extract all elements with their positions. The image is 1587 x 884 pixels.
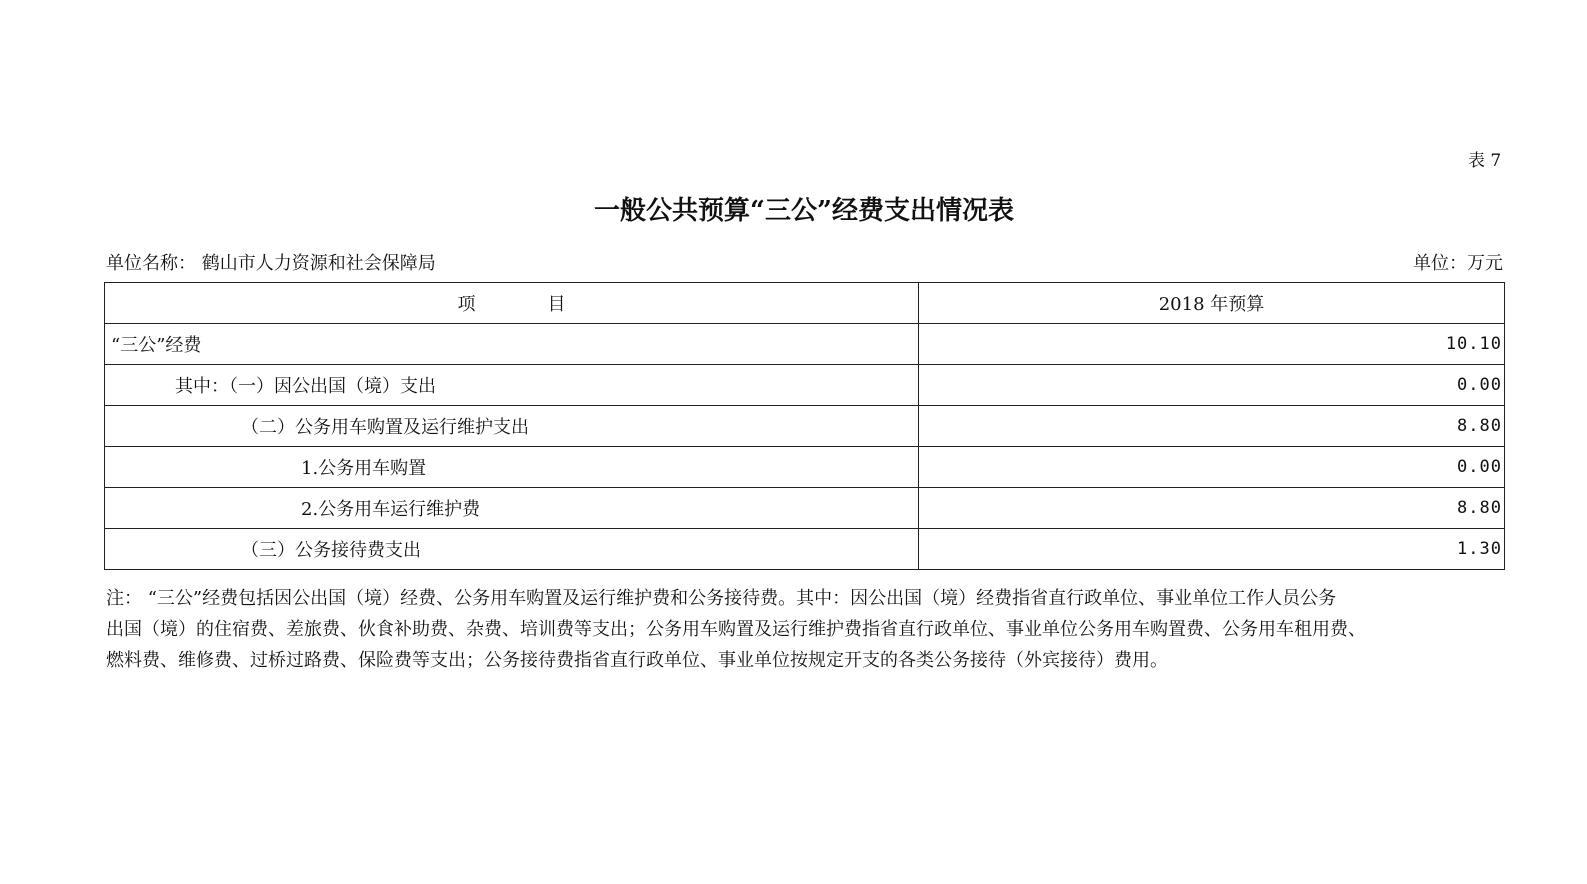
row-value: 1.30 — [919, 529, 1505, 570]
row-label: （三）公务接待费支出 — [105, 529, 919, 570]
footnote-line: 出国（境）的住宿费、差旅费、伙食补助费、杂费、培训费等支出；公务用车购置及运行维护费指省直行政单位、事业单位公务用车购置费、公务用车租用费、 — [106, 619, 1366, 640]
table-row — [105, 447, 1505, 488]
table-number: 表 7 — [1468, 151, 1502, 171]
row-value: 8.80 — [919, 406, 1505, 447]
row-label: “三公”经费 — [105, 324, 919, 365]
row-value: 10.10 — [919, 324, 1505, 365]
budget-table — [104, 282, 1505, 570]
footnote — [106, 583, 1366, 676]
table-header-row — [105, 283, 1505, 324]
unit-name: 单位名称： 鹤山市人力资源和社会保障局 — [106, 253, 436, 274]
header-budget: 2018 年预算 — [919, 283, 1505, 324]
row-label: 2.公务用车运行维护费 — [105, 488, 919, 529]
row-label: 其中：（一）因公出国（境）支出 — [105, 365, 919, 406]
row-value: 0.00 — [919, 365, 1505, 406]
table-row — [105, 324, 1505, 365]
row-value: 0.00 — [919, 447, 1505, 488]
row-value: 8.80 — [919, 488, 1505, 529]
header-item: 项 目 — [105, 283, 919, 324]
table-row — [105, 406, 1505, 447]
footnote-line: 燃料费、维修费、过桥过路费、保险费等支出；公务接待费指省直行政单位、事业单位按规定开支的各类公务接待（外宾接待）费用。 — [106, 650, 1168, 671]
footnote-line: 注： “三公”经费包括因公出国（境）经费、公务用车购置及运行维护费和公务接待费。其中：因公出国（境）经费指省直行政单位、事业单位工作人员公务 — [106, 588, 1337, 609]
table-row — [105, 365, 1505, 406]
row-label: （二）公务用车购置及运行维护支出 — [105, 406, 919, 447]
page-title: 一般公共预算“三公”经费支出情况表 — [594, 196, 1014, 226]
table-row — [105, 488, 1505, 529]
row-label: 1.公务用车购置 — [105, 447, 919, 488]
table-row — [105, 529, 1505, 570]
currency-unit: 单位：万元 — [1413, 253, 1503, 274]
